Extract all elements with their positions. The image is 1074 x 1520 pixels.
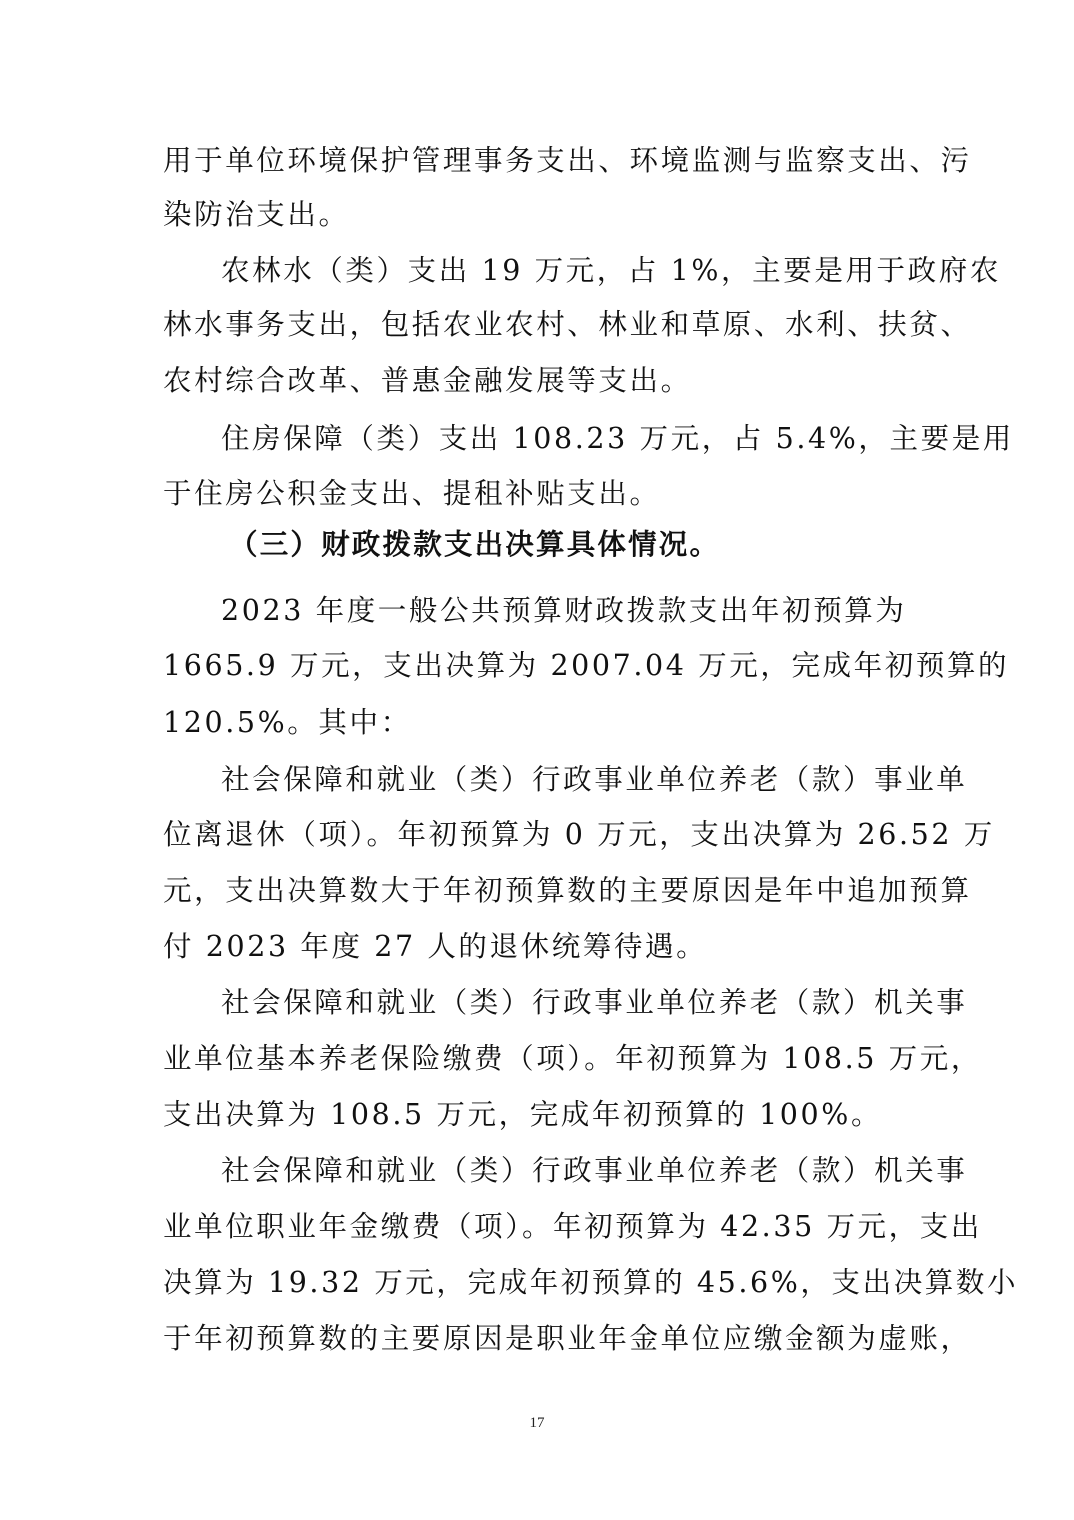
text-line: 社会保障和就业（类）行政事业单位养老（款）事业单	[221, 763, 968, 796]
text-line: 染防治支出。	[163, 198, 350, 231]
text-line: 元，支出决算数大于年初预算数的主要原因是年中追加预算	[163, 874, 972, 907]
text-line: 社会保障和就业（类）行政事业单位养老（款）机关事	[221, 986, 968, 1019]
text-line: 林水事务支出，包括农业农村、林业和草原、水利、扶贫、	[163, 308, 972, 341]
text-line: 农村综合改革、普惠金融发展等支出。	[163, 364, 692, 397]
text-line: 业单位职业年金缴费（项）。年初预算为 42.35 万元，支出	[163, 1210, 982, 1243]
text-line: 付 2023 年度 27 人的退休统筹待遇。	[163, 930, 708, 963]
text-line: 1665.9 万元，支出决算为 2007.04 万元，完成年初预算的	[163, 649, 1010, 682]
text-line: 社会保障和就业（类）行政事业单位养老（款）机关事	[221, 1154, 968, 1187]
text-line: 于住房公积金支出、提租补贴支出。	[163, 477, 661, 510]
text-line: 业单位基本养老保险缴费（项）。年初预算为 108.5 万元，	[163, 1042, 982, 1075]
text-line: 农林水（类）支出 19 万元，占 1%，主要是用于政府农	[221, 254, 1001, 287]
text-line: 用于单位环境保护管理事务支出、环境监测与监察支出、污	[163, 144, 972, 177]
text-line: 120.5%。其中：	[163, 706, 412, 739]
page-number: 17	[529, 1415, 545, 1431]
text-line: 2023 年度一般公共预算财政拨款支出年初预算为	[221, 594, 907, 627]
text-line: 支出决算为 108.5 万元，完成年初预算的 100%。	[163, 1098, 883, 1131]
text-line: 决算为 19.32 万元，完成年初预算的 45.6%，支出决算数小	[163, 1266, 1019, 1299]
text-line: 于年初预算数的主要原因是职业年金单位应缴金额为虚账，	[163, 1322, 972, 1355]
section-heading: （三）财政拨款支出决算具体情况。	[229, 527, 721, 561]
text-line: 位离退休（项）。年初预算为 0 万元，支出决算为 26.52 万	[163, 818, 995, 851]
text-line: 住房保障（类）支出 108.23 万元，占 5.4%，主要是用	[221, 422, 1014, 455]
